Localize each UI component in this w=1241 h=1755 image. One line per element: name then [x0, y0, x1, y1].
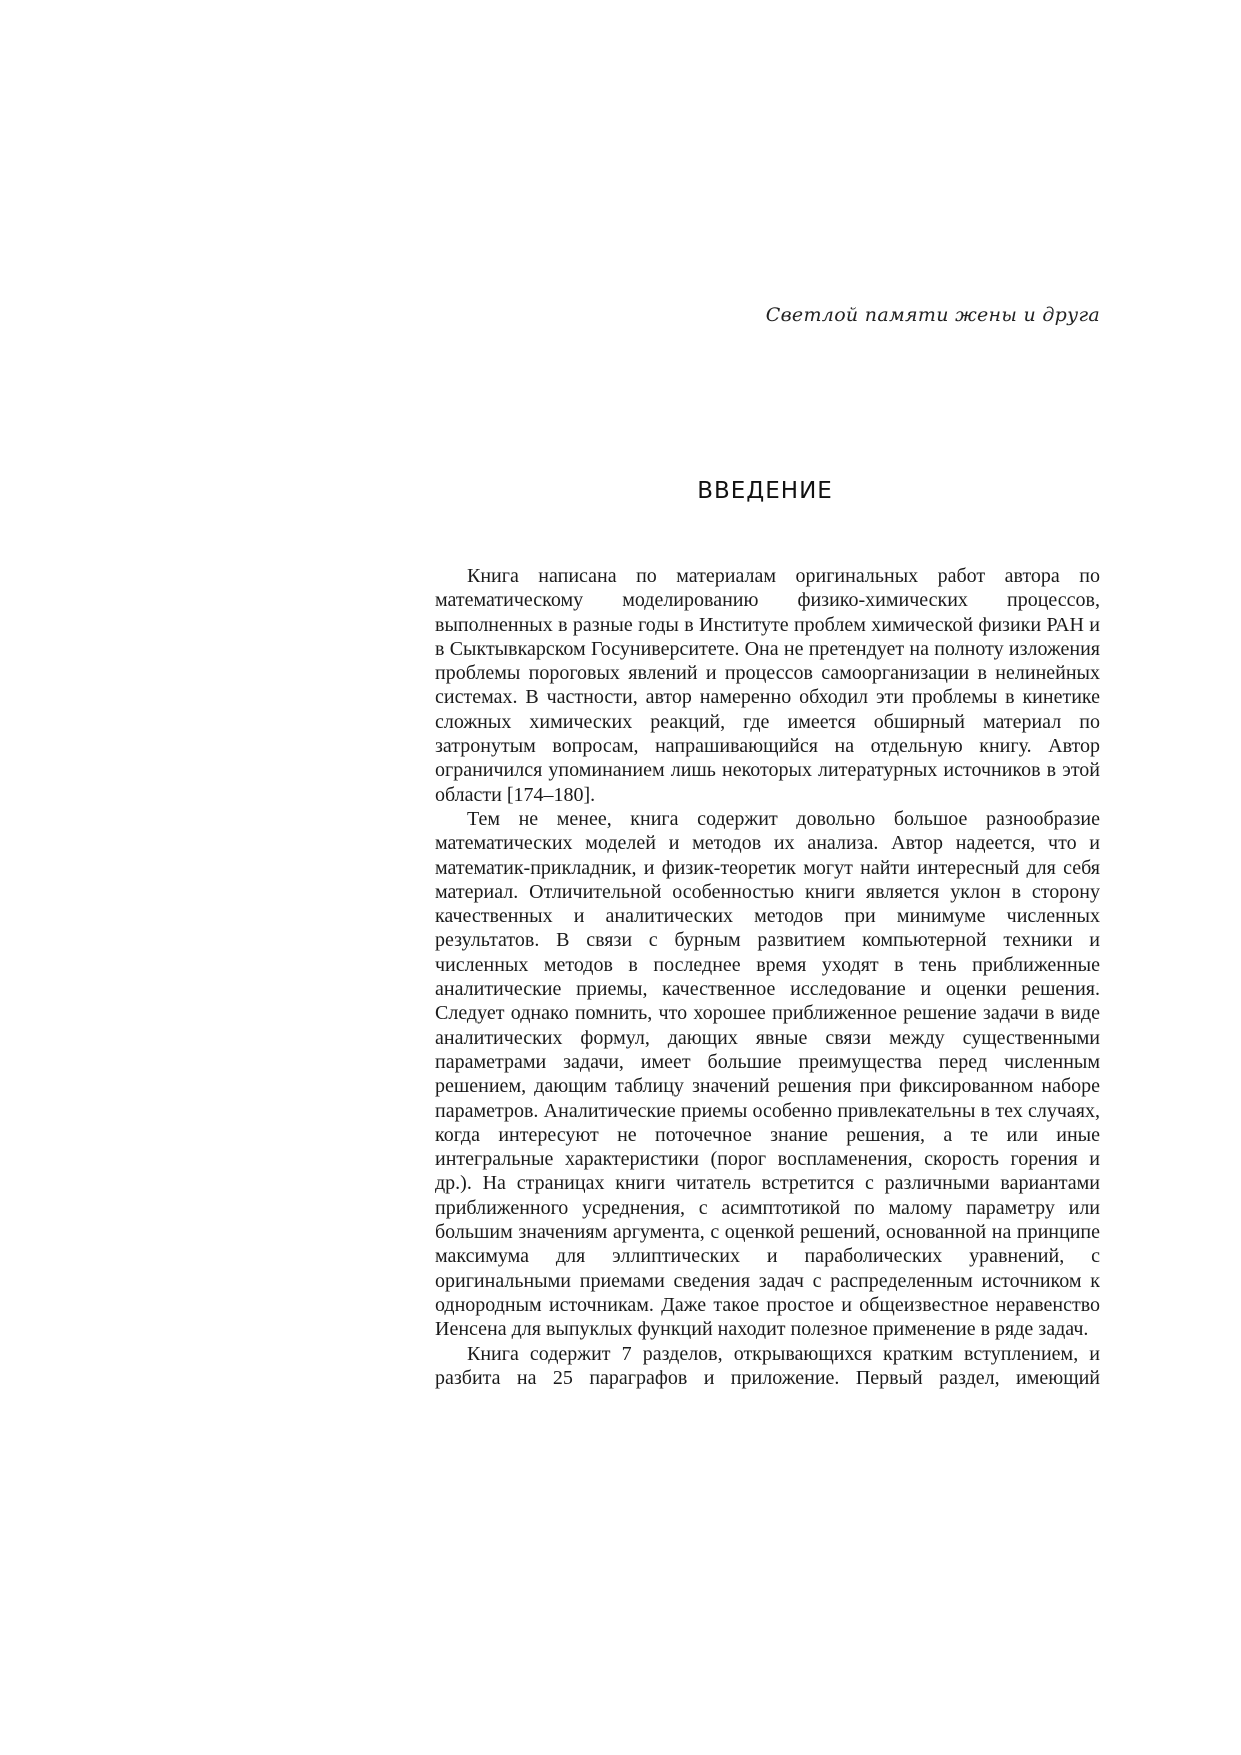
body-text [435, 564, 1100, 1390]
paragraph: Книга содержит 7 разделов, открывающихся кратким вступлением, и разбита на 25 параграфов и приложение. Первый раздел, имеющий [435, 1342, 1100, 1389]
paragraph: Тем не менее, книга содержит довольно большое разнообразие математических моделей и методов их анализа. Автор надеется, что и математик-прикладник, и физик-теоретик могут найти интересный для себя материал. Отличительной особенностью книги является уклон в сторону качественных и аналитических методов при минимуме численных результатов. В связи с бурным развитием компьютерной техники и численных методов в последнее время уходят в тень приближенные аналитические приемы, качественное исследование и оценки решения. Следует однако помнить, что хорошее приближенное решение задачи в виде аналитических формул, дающих явные связи между существенными параметрами задачи, имеет большие преимущества перед численным решением, дающим таблицу значений решения при фиксированном наборе параметров. Аналитические приемы особенно привлекательны в тех случаях, когда интересуют не поточечное знание решения, а те или иные интегральные характеристики (порог воспламенения, скорость горения и др.). На страницах книги читатель встретится с различными вариантами приближенного усреднения, с асимптотикой по малому параметру или большим значениям аргумента, с оценкой решений, основанной на принципе максимума для эллиптических и параболических уравнений, с оригинальными приемами сведения задач с распределенным источником к однородным источникам. Даже такое простое и общеизвестное неравенство Иенсена для выпуклых функций находит полезное применение в ряде задач. [435, 807, 1100, 1341]
section-title: ВВЕДЕНИЕ [697, 478, 833, 504]
paragraph: Книга написана по материалам оригинальных работ автора по математическому моделированию физико-химических процессов, выполненных в разные годы в Институте проблем химической физики РАН и в Сыктывкарском Госуниверситете. Она не претендует на полноту изложения проблемы пороговых явлений и процессов самоорганизации в нелинейных системах. В частности, автор намеренно обходил эти проблемы в кинетике сложных химических реакций, где имеется обширный материал по затронутым вопросам, напрашивающийся на отдельную книгу. Автор ограничился упоминанием лишь некоторых литературных источников в этой области [174–180]. [435, 565, 1100, 806]
dedication: Светлой памяти жены и друга [765, 304, 1100, 326]
